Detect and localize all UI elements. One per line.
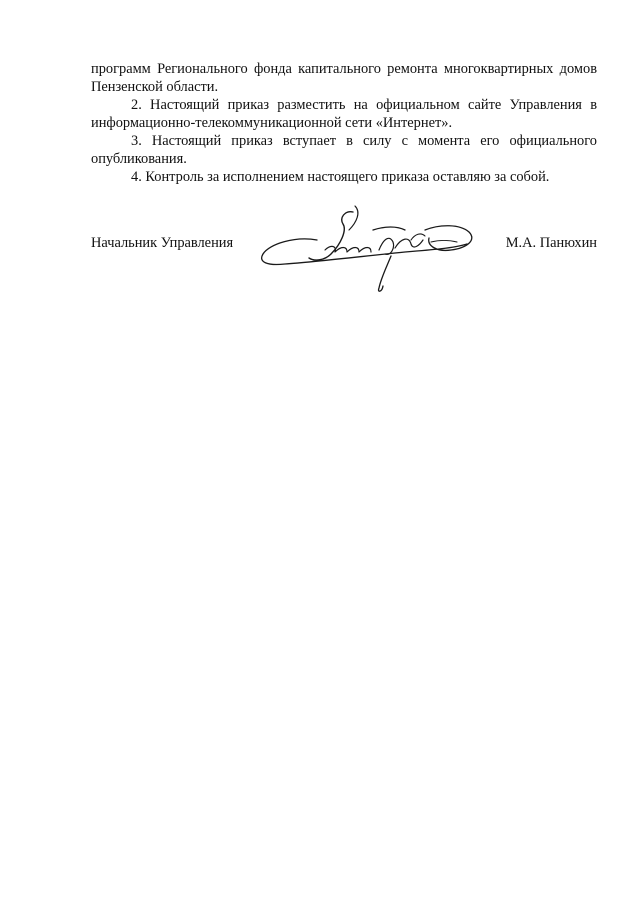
paragraph-item-3: 3. Настоящий приказ вступает в силу с момента его официального опубликования. [91,133,597,167]
paragraph-item-2: 2. Настоящий приказ разместить на официальном сайте Управления в информационно-телекоммуникационной сети «Интернет». [91,97,597,131]
handwritten-signature [255,200,480,295]
paragraph-continuation: программ Регионального фонда капитального ремонта многоквартирных домов Пензенской области. [91,61,597,95]
signatory-name: М.А. Панюхин [505,235,597,251]
document-body [91,60,597,186]
signatory-position: Начальник Управления [91,235,234,251]
paragraph-item-4: 4. Контроль за исполнением настоящего приказа оставляю за собой. [131,169,550,185]
